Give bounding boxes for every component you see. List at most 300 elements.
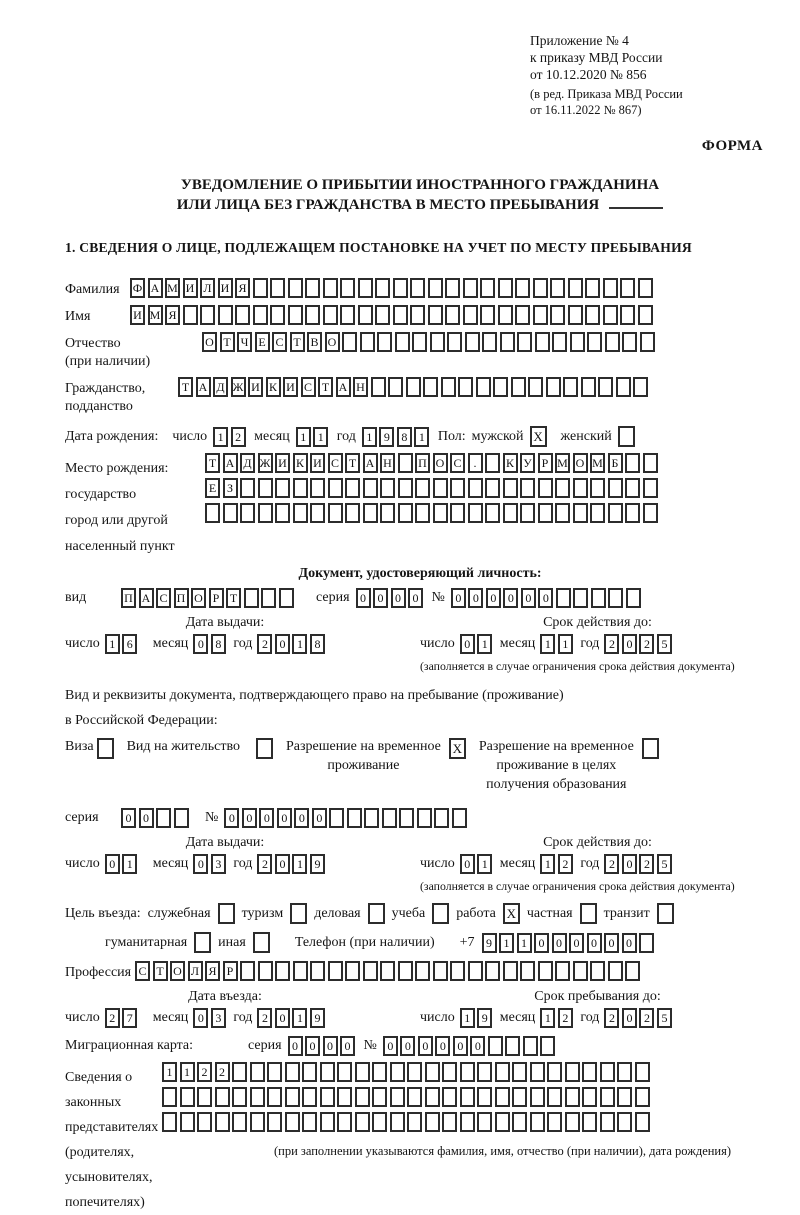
char-cell[interactable] [550,305,565,325]
char-cell[interactable] [573,588,588,608]
stay-day-cells[interactable] [460,1008,495,1028]
char-cell[interactable]: 0 [383,1036,398,1056]
char-cell[interactable] [639,933,654,953]
char-cell[interactable] [442,1112,457,1132]
char-cell[interactable]: И [283,377,298,397]
char-cell[interactable] [380,503,395,523]
char-cell[interactable] [240,961,255,981]
char-cell[interactable] [477,1087,492,1107]
char-cell[interactable]: О [202,332,217,352]
char-cell[interactable] [398,961,413,981]
char-cell[interactable]: 2 [558,854,573,874]
char-cell[interactable] [600,1062,615,1082]
char-cell[interactable]: И [248,377,263,397]
char-cell[interactable] [415,478,430,498]
char-cell[interactable]: 0 [569,933,584,953]
char-cell[interactable] [425,1112,440,1132]
char-cell[interactable] [520,503,535,523]
char-cell[interactable]: Н [353,377,368,397]
char-cell[interactable]: 0 [356,588,371,608]
char-cell[interactable] [302,1112,317,1132]
char-cell[interactable]: 0 [275,1008,290,1028]
char-cell[interactable] [635,1087,650,1107]
purpose-study-checkbox[interactable] [432,903,449,924]
surname-cells[interactable] [130,278,655,298]
char-cell[interactable]: С [328,453,343,473]
char-cell[interactable] [372,1087,387,1107]
char-cell[interactable] [512,1087,527,1107]
char-cell[interactable] [600,1112,615,1132]
char-cell[interactable] [498,278,513,298]
char-cell[interactable] [538,961,553,981]
char-cell[interactable] [407,1112,422,1132]
char-cell[interactable] [582,1062,597,1082]
char-cell[interactable] [617,1087,632,1107]
char-cell[interactable] [407,1087,422,1107]
char-cell[interactable]: М [165,278,180,298]
char-cell[interactable] [398,478,413,498]
char-cell[interactable]: Т [318,377,333,397]
char-cell[interactable] [442,1087,457,1107]
doc-number-cells[interactable] [451,588,644,608]
char-cell[interactable] [616,377,631,397]
doc-issue-day-cells[interactable] [105,634,140,654]
char-cell[interactable] [546,377,561,397]
char-cell[interactable]: 2 [257,634,272,654]
char-cell[interactable] [323,305,338,325]
char-cell[interactable] [328,478,343,498]
doc-valid-day-cells[interactable] [460,634,495,654]
char-cell[interactable] [625,453,640,473]
permit-issue-year-cells[interactable] [257,854,327,874]
char-cell[interactable] [552,332,567,352]
char-cell[interactable] [398,453,413,473]
char-cell[interactable] [407,1062,422,1082]
char-cell[interactable] [450,961,465,981]
char-cell[interactable] [640,332,655,352]
char-cell[interactable] [598,377,613,397]
char-cell[interactable] [390,1087,405,1107]
birth-year-cells[interactable] [362,427,432,447]
char-cell[interactable] [305,278,320,298]
char-cell[interactable] [520,961,535,981]
char-cell[interactable]: Л [188,961,203,981]
char-cell[interactable]: 0 [193,634,208,654]
char-cell[interactable] [638,305,653,325]
char-cell[interactable]: 0 [312,808,327,828]
char-cell[interactable] [267,1087,282,1107]
char-cell[interactable] [415,961,430,981]
char-cell[interactable] [512,1062,527,1082]
char-cell[interactable] [253,305,268,325]
char-cell[interactable]: 0 [486,588,501,608]
char-cell[interactable] [372,1112,387,1132]
char-cell[interactable]: Б [608,453,623,473]
char-cell[interactable] [310,961,325,981]
char-cell[interactable] [320,1112,335,1132]
char-cell[interactable]: Е [255,332,270,352]
char-cell[interactable] [608,503,623,523]
char-cell[interactable]: 0 [105,854,120,874]
char-cell[interactable]: И [275,453,290,473]
permit-number-cells[interactable] [224,808,469,828]
char-cell[interactable]: 0 [534,933,549,953]
char-cell[interactable] [275,503,290,523]
char-cell[interactable] [498,305,513,325]
char-cell[interactable] [320,1062,335,1082]
char-cell[interactable] [380,478,395,498]
char-cell[interactable]: 3 [211,854,226,874]
char-cell[interactable] [581,377,596,397]
char-cell[interactable] [643,478,658,498]
char-cell[interactable] [223,503,238,523]
char-cell[interactable]: О [573,453,588,473]
char-cell[interactable] [337,1112,352,1132]
char-cell[interactable] [215,1112,230,1132]
char-cell[interactable]: 0 [305,1036,320,1056]
char-cell[interactable] [305,305,320,325]
char-cell[interactable]: 0 [470,1036,485,1056]
char-cell[interactable] [310,503,325,523]
char-cell[interactable]: 1 [292,854,307,874]
char-cell[interactable]: 3 [211,1008,226,1028]
char-cell[interactable]: 1 [122,854,137,874]
entry-day-cells[interactable] [105,1008,140,1028]
char-cell[interactable] [485,478,500,498]
char-cell[interactable] [232,1062,247,1082]
char-cell[interactable] [485,961,500,981]
char-cell[interactable] [608,961,623,981]
char-cell[interactable]: 1 [292,634,307,654]
char-cell[interactable] [533,305,548,325]
char-cell[interactable]: 2 [215,1062,230,1082]
char-cell[interactable] [410,305,425,325]
name-cells[interactable] [130,305,655,325]
char-cell[interactable]: 1 [477,854,492,874]
char-cell[interactable] [555,478,570,498]
char-cell[interactable] [395,332,410,352]
char-cell[interactable] [270,305,285,325]
char-cell[interactable]: Ж [231,377,246,397]
char-cell[interactable] [495,1087,510,1107]
char-cell[interactable]: 2 [604,634,619,654]
char-cell[interactable] [412,332,427,352]
char-cell[interactable] [608,478,623,498]
char-cell[interactable] [288,305,303,325]
char-cell[interactable] [538,478,553,498]
char-cell[interactable]: 1 [105,634,120,654]
char-cell[interactable] [495,1062,510,1082]
char-cell[interactable] [550,278,565,298]
char-cell[interactable] [340,278,355,298]
char-cell[interactable] [587,332,602,352]
char-cell[interactable]: К [293,453,308,473]
char-cell[interactable] [345,961,360,981]
char-cell[interactable] [293,478,308,498]
doc-kind-cells[interactable] [121,588,296,608]
char-cell[interactable] [375,278,390,298]
char-cell[interactable] [445,278,460,298]
char-cell[interactable] [320,1087,335,1107]
char-cell[interactable] [603,305,618,325]
char-cell[interactable]: 9 [310,1008,325,1028]
char-cell[interactable]: 2 [257,854,272,874]
char-cell[interactable] [503,478,518,498]
char-cell[interactable] [377,332,392,352]
birth-place-cells-1[interactable] [205,453,660,473]
char-cell[interactable] [573,503,588,523]
char-cell[interactable] [585,305,600,325]
char-cell[interactable] [337,1087,352,1107]
char-cell[interactable] [380,961,395,981]
char-cell[interactable]: М [590,453,605,473]
char-cell[interactable] [244,588,259,608]
char-cell[interactable] [205,503,220,523]
char-cell[interactable]: 0 [193,854,208,874]
char-cell[interactable] [180,1112,195,1132]
char-cell[interactable] [468,478,483,498]
migration-number-cells[interactable] [383,1036,558,1056]
char-cell[interactable] [515,305,530,325]
char-cell[interactable] [375,305,390,325]
char-cell[interactable]: 0 [294,808,309,828]
char-cell[interactable] [428,305,443,325]
char-cell[interactable] [460,1112,475,1132]
char-cell[interactable] [347,808,362,828]
char-cell[interactable]: Д [213,377,228,397]
char-cell[interactable] [590,961,605,981]
char-cell[interactable] [515,278,530,298]
char-cell[interactable]: 0 [460,634,475,654]
char-cell[interactable]: 2 [604,854,619,874]
char-cell[interactable]: П [415,453,430,473]
char-cell[interactable]: 0 [121,808,136,828]
char-cell[interactable] [355,1087,370,1107]
char-cell[interactable]: 1 [292,1008,307,1028]
phone-cells[interactable] [482,933,657,953]
char-cell[interactable] [180,1087,195,1107]
char-cell[interactable] [232,1112,247,1132]
char-cell[interactable]: Ж [258,453,273,473]
char-cell[interactable] [605,332,620,352]
char-cell[interactable]: Т [220,332,235,352]
char-cell[interactable]: 0 [224,808,239,828]
char-cell[interactable] [638,278,653,298]
char-cell[interactable] [285,1112,300,1132]
char-cell[interactable] [480,278,495,298]
char-cell[interactable]: О [170,961,185,981]
stay-month-cells[interactable] [540,1008,575,1028]
char-cell[interactable] [293,503,308,523]
char-cell[interactable] [162,1087,177,1107]
char-cell[interactable] [500,332,515,352]
char-cell[interactable] [267,1062,282,1082]
purpose-tourism-checkbox[interactable] [290,903,307,924]
char-cell[interactable] [215,1087,230,1107]
permit-valid-year-cells[interactable] [604,854,674,874]
char-cell[interactable]: П [121,588,136,608]
char-cell[interactable]: 9 [379,427,394,447]
char-cell[interactable] [345,478,360,498]
char-cell[interactable] [258,961,273,981]
char-cell[interactable] [250,1112,265,1132]
char-cell[interactable] [197,1087,212,1107]
char-cell[interactable]: 9 [477,1008,492,1028]
char-cell[interactable] [363,478,378,498]
char-cell[interactable] [482,332,497,352]
char-cell[interactable] [495,1112,510,1132]
birth-month-cells[interactable] [296,427,331,447]
char-cell[interactable] [511,377,526,397]
char-cell[interactable] [458,377,473,397]
char-cell[interactable]: 0 [275,634,290,654]
char-cell[interactable] [625,478,640,498]
char-cell[interactable] [355,1112,370,1132]
doc-series-cells[interactable] [356,588,426,608]
char-cell[interactable] [275,961,290,981]
char-cell[interactable]: 1 [517,933,532,953]
char-cell[interactable]: А [148,278,163,298]
char-cell[interactable]: 0 [552,933,567,953]
char-cell[interactable]: 1 [313,427,328,447]
char-cell[interactable] [240,503,255,523]
char-cell[interactable] [390,1062,405,1082]
char-cell[interactable]: С [156,588,171,608]
char-cell[interactable]: 0 [587,933,602,953]
char-cell[interactable] [582,1087,597,1107]
char-cell[interactable]: 8 [397,427,412,447]
char-cell[interactable]: О [191,588,206,608]
char-cell[interactable] [512,1112,527,1132]
char-cell[interactable] [633,377,648,397]
char-cell[interactable]: К [266,377,281,397]
char-cell[interactable] [423,377,438,397]
char-cell[interactable] [183,305,198,325]
char-cell[interactable]: И [310,453,325,473]
char-cell[interactable] [258,503,273,523]
char-cell[interactable] [156,808,171,828]
char-cell[interactable] [540,1036,555,1056]
char-cell[interactable] [261,588,276,608]
char-cell[interactable]: Я [235,278,250,298]
char-cell[interactable] [393,278,408,298]
char-cell[interactable]: С [135,961,150,981]
char-cell[interactable]: 0 [622,634,637,654]
char-cell[interactable] [573,961,588,981]
char-cell[interactable] [625,503,640,523]
temp-permit-edu-checkbox[interactable] [642,738,659,759]
char-cell[interactable] [218,305,233,325]
char-cell[interactable] [468,961,483,981]
char-cell[interactable] [267,1112,282,1132]
char-cell[interactable]: Я [165,305,180,325]
char-cell[interactable]: . [468,453,483,473]
char-cell[interactable] [279,588,294,608]
char-cell[interactable]: Р [223,961,238,981]
permit-issue-month-cells[interactable] [193,854,228,874]
char-cell[interactable]: 1 [540,634,555,654]
char-cell[interactable]: 2 [639,634,654,654]
char-cell[interactable] [530,1087,545,1107]
char-cell[interactable] [530,1062,545,1082]
char-cell[interactable] [162,1112,177,1132]
char-cell[interactable]: Я [205,961,220,981]
char-cell[interactable] [360,332,375,352]
char-cell[interactable]: 0 [242,808,257,828]
char-cell[interactable]: Н [380,453,395,473]
purpose-private-checkbox[interactable] [580,903,597,924]
char-cell[interactable]: И [218,278,233,298]
char-cell[interactable] [302,1087,317,1107]
char-cell[interactable] [433,503,448,523]
representatives-cells-2[interactable] [162,1087,731,1107]
char-cell[interactable] [538,503,553,523]
char-cell[interactable]: 0 [622,1008,637,1028]
char-cell[interactable] [480,305,495,325]
char-cell[interactable] [570,332,585,352]
char-cell[interactable] [342,332,357,352]
char-cell[interactable]: 2 [639,1008,654,1028]
char-cell[interactable]: П [174,588,189,608]
char-cell[interactable]: З [223,478,238,498]
char-cell[interactable]: 0 [435,1036,450,1056]
char-cell[interactable]: 0 [391,588,406,608]
char-cell[interactable]: 2 [105,1008,120,1028]
char-cell[interactable] [585,278,600,298]
char-cell[interactable] [250,1087,265,1107]
char-cell[interactable] [476,377,491,397]
char-cell[interactable]: 1 [558,634,573,654]
char-cell[interactable]: 1 [460,1008,475,1028]
char-cell[interactable] [617,1112,632,1132]
char-cell[interactable] [371,377,386,397]
char-cell[interactable] [328,503,343,523]
char-cell[interactable]: 0 [521,588,536,608]
char-cell[interactable] [329,808,344,828]
char-cell[interactable]: 0 [460,854,475,874]
purpose-other-checkbox[interactable] [253,932,270,953]
char-cell[interactable] [232,1087,247,1107]
char-cell[interactable] [556,588,571,608]
char-cell[interactable]: Р [209,588,224,608]
char-cell[interactable] [399,808,414,828]
char-cell[interactable] [565,1062,580,1082]
char-cell[interactable] [608,588,623,608]
char-cell[interactable]: 0 [622,933,637,953]
char-cell[interactable] [358,278,373,298]
purpose-transit-checkbox[interactable] [657,903,674,924]
char-cell[interactable] [363,961,378,981]
char-cell[interactable]: 1 [162,1062,177,1082]
char-cell[interactable]: 5 [657,854,672,874]
char-cell[interactable] [288,278,303,298]
char-cell[interactable]: И [183,278,198,298]
char-cell[interactable]: А [223,453,238,473]
char-cell[interactable]: С [301,377,316,397]
char-cell[interactable] [523,1036,538,1056]
char-cell[interactable] [565,1087,580,1107]
char-cell[interactable] [463,305,478,325]
permit-issue-day-cells[interactable] [105,854,140,874]
profession-cells[interactable] [135,961,643,981]
char-cell[interactable] [345,503,360,523]
char-cell[interactable]: 5 [657,1008,672,1028]
char-cell[interactable]: О [325,332,340,352]
char-cell[interactable]: 6 [122,634,137,654]
char-cell[interactable] [625,961,640,981]
entry-month-cells[interactable] [193,1008,228,1028]
char-cell[interactable] [382,808,397,828]
